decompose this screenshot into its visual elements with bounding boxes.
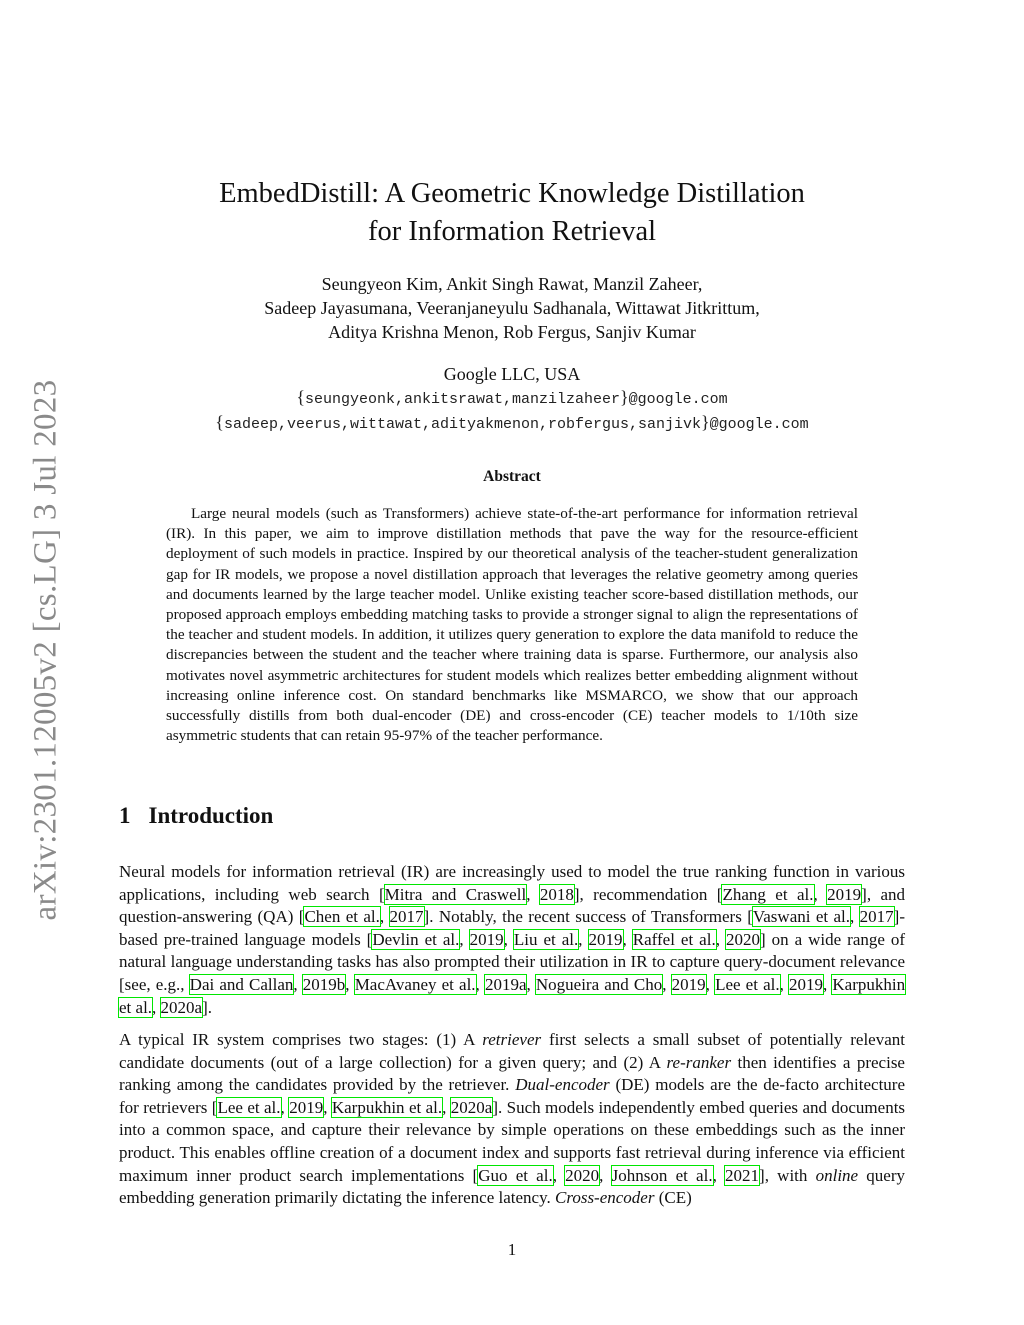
text-run: , (712, 1165, 726, 1185)
text-run: , (526, 974, 536, 994)
text-run: , (459, 929, 470, 949)
emphasis-text: Dual-encoder (515, 1075, 610, 1095)
emphasis-text: Cross-encoder (555, 1188, 655, 1208)
citation-year-link[interactable]: 2019 (788, 974, 823, 994)
text-run: (CE) (654, 1188, 692, 1208)
citation-year-link[interactable]: 2019 (671, 974, 706, 994)
citation-link[interactable]: MacAvaney et al. (354, 974, 476, 994)
section-title: Introduction (148, 803, 274, 828)
text-run: , (152, 997, 161, 1017)
section-number: 1 (119, 803, 131, 828)
citation-link[interactable]: Dai and Callan (189, 974, 294, 994)
text-run: , (705, 974, 716, 994)
citation-year-link[interactable]: 2021 (725, 1165, 760, 1185)
text-run: , (715, 929, 726, 949)
citation-link[interactable]: Lee et al. (217, 1097, 281, 1117)
email-2-names: sadeep,veerus,wittawat,adityakmenon,robfergus,sanjivk (223, 416, 702, 433)
citation-year-link[interactable]: 2019 (588, 929, 623, 949)
citation-link[interactable]: Zhang et al. (722, 884, 814, 904)
citation-year-link[interactable]: 2020 (565, 1165, 600, 1185)
email-2-domain: @google.com (709, 416, 809, 433)
text-run: Neural models for information retrieval (IR) are increasingly used to model the true ranking function in various applications, including web search [ (119, 862, 905, 904)
citation-link[interactable]: Lee et al. (715, 974, 780, 994)
text-run: ]. Such models independently embed queries and documents into a common space, and capture their relevance by simple operations on these embeddings such as the inner product. This enables offline creation of a document index and supports fast retrieval during inference via efficient maximum inner product search implementations [ (119, 1097, 906, 1185)
text-run: ], and question-answering (QA) [ (119, 884, 906, 927)
citation-year-link[interactable]: 2020a (450, 1097, 493, 1117)
affiliation-block (0, 362, 1024, 436)
text-run: , (622, 929, 633, 949)
text-run: (DE) models are the de-facto architecture for retrievers [ (119, 1075, 905, 1117)
text-run: ]. (202, 997, 213, 1017)
text-run: then identifies a precise ranking among the candidates provided by the retriever. (119, 1052, 905, 1095)
citation-year-link[interactable]: 2017 (859, 907, 894, 927)
text-run: , (280, 1097, 290, 1117)
authors-line-1: Seungyeon Kim, Ankit Singh Rawat, Manzil Zaheer, (321, 274, 703, 294)
text-run: ], recommendation [ (573, 884, 723, 904)
text-run: , (475, 974, 485, 994)
text-run: , (323, 1097, 332, 1117)
intro-paragraph-2 (119, 1029, 905, 1210)
emphasis-text: retriever (482, 1030, 542, 1049)
text-run: ], with (759, 1165, 816, 1185)
author-list (0, 272, 1024, 344)
emphasis-text: re-ranker (666, 1052, 732, 1072)
text-run: ] on a wide range of natural language understanding tasks has also prompted their utilization in IR to capture query-document relevance [see, e.g., (119, 929, 906, 994)
citation-link[interactable]: Karpukhin et al. (331, 1097, 443, 1117)
text-run: first selects a small subset of potentially relevant candidate documents (out of a large collection) for a given query; and (2) A (119, 1030, 905, 1072)
citation-link[interactable]: Johnson et al. (611, 1165, 713, 1185)
citation-year-link[interactable]: 2019 (469, 929, 504, 949)
email-line-1: {seungyeonk,ankitsrawat,manzilzaheer}@google.com (296, 387, 728, 408)
citation-link[interactable]: Karpukhin et al. (119, 974, 906, 1017)
text-run: , (503, 929, 514, 949)
affiliation-org: Google LLC, USA (443, 364, 581, 384)
citation-year-link[interactable]: 2020 (725, 929, 760, 949)
text-run: ]. Notably, the recent success of Transformers [ (423, 907, 753, 927)
authors-line-3: Aditya Krishna Menon, Rob Fergus, Sanjiv Kumar (328, 322, 696, 342)
email-1-names: seungyeonk,ankitsrawat,manzilzaheer (304, 391, 621, 408)
text-run: , (442, 1097, 451, 1117)
citation-year-link[interactable]: 2019a (484, 974, 527, 994)
citation-year-link[interactable]: 2019 (827, 884, 862, 904)
title-line-1: EmbedDistill: A Geometric Knowledge Distillation (219, 178, 805, 209)
text-run: , (293, 974, 303, 994)
citation-link[interactable]: Mitra and Craswell (384, 884, 527, 904)
page-number: 1 (507, 1240, 517, 1259)
text-run: , (813, 884, 828, 904)
arxiv-side-stamp: arXiv:2301.12005v2 [cs.LG] 3 Jul 2023 (27, 379, 64, 921)
text-run: , (662, 974, 672, 994)
title-line-2: for Information Retrieval (367, 216, 657, 247)
citation-year-link[interactable]: 2019b (302, 974, 346, 994)
text-run: ]-based pre-trained language models [ (119, 907, 905, 949)
text-run: , (552, 1165, 566, 1185)
section-heading (119, 803, 273, 829)
authors-line-2: Sadeep Jayasumana, Veeranjaneyulu Sadhanala, Wittawat Jitkrittum, (264, 298, 760, 318)
text-run: A typical IR system comprises two stages: (1) A (119, 1030, 483, 1049)
text-run: , (850, 907, 860, 927)
text-run: , (345, 974, 355, 994)
email-line-2: {sadeep,veerus,wittawat,adityakmenon,robfergus,sanjivk}@google.com (215, 412, 809, 433)
paper-title (0, 175, 1024, 251)
citation-link[interactable]: Devlin et al. (372, 929, 460, 949)
text-run: , (379, 907, 390, 927)
citation-link[interactable]: Liu et al. (513, 929, 579, 949)
citation-link[interactable]: Nogueira and Cho (535, 974, 663, 994)
citation-link[interactable]: Raffel et al. (632, 929, 716, 949)
text-run: , (822, 974, 833, 994)
citation-year-link[interactable]: 2018 (539, 884, 574, 904)
citation-year-link[interactable]: 2020a (160, 997, 203, 1017)
text-run: , (779, 974, 789, 994)
intro-paragraph-1 (119, 861, 905, 1019)
emphasis-text: online (815, 1165, 859, 1185)
citation-link[interactable]: Vaswani et al. (752, 907, 851, 927)
citation-year-link[interactable]: 2017 (389, 907, 424, 927)
text-run: , (599, 1165, 612, 1185)
text-run: , (526, 884, 540, 904)
citation-link[interactable]: Guo et al. (478, 1165, 553, 1185)
text-run: query embedding generation primarily dictating the inference latency. (119, 1165, 906, 1208)
abstract-text: Large neural models (such as Transformers) achieve state-of-the-art performance for information retrieval (IR). In this paper, we aim to improve distillation methods that pave the way for the resource-efficient deployment of such models in practice. Inspired by our theoretical analysis of the teacher-student generalization gap for IR models, we propose a novel distillation approach that leverages the relative geometry among queries and documents learned by the large teacher model. Unlike existing teacher score-based distillation methods, our proposed approach employs embedding matching tasks to provide a stronger signal to align the representations of the teacher and student models. In addition, it utilizes query generation to explore the data manifold to reduce the discrepancies between the student and the teacher where training data is sparse. Furthermore, our analysis also motivates novel asymmetric architectures for student models which realizes better embedding alignment without increasing online inference cost. On standard benchmarks like MSMARCO, we show that our approach successfully distills from both dual-encoder (DE) and cross-encoder (CE) teacher models to 1/10th size asymmetric students that can retain 95-97% of the teacher performance. (166, 505, 858, 745)
email-1-domain: @google.com (628, 391, 728, 408)
text-run: , (578, 929, 589, 949)
abstract-heading: Abstract (483, 468, 541, 485)
citation-link[interactable]: Chen et al. (304, 907, 380, 927)
citation-year-link[interactable]: 2019 (289, 1097, 324, 1117)
